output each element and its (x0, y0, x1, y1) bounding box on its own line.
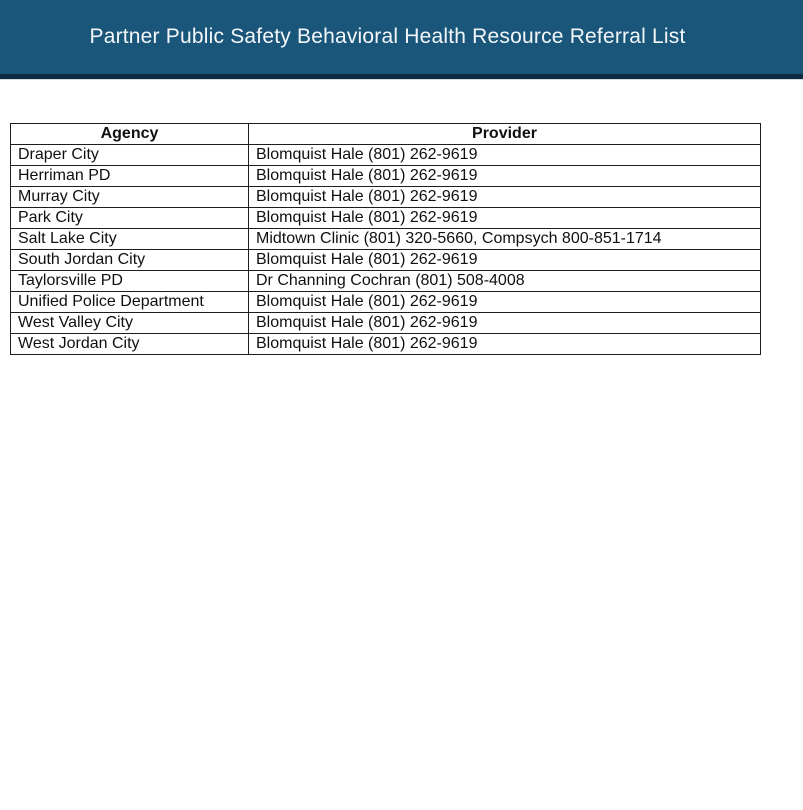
referral-table (10, 123, 761, 355)
agency-cell: Unified Police Department (11, 292, 249, 313)
table-row (11, 334, 761, 355)
table-header-row (11, 124, 761, 145)
table-row (11, 166, 761, 187)
column-header-provider: Provider (249, 124, 761, 145)
column-header-agency: Agency (11, 124, 249, 145)
provider-cell: Blomquist Hale (801) 262-9619 (249, 313, 761, 334)
provider-cell: Blomquist Hale (801) 262-9619 (249, 250, 761, 271)
provider-cell: Blomquist Hale (801) 262-9619 (249, 208, 761, 229)
agency-cell: Draper City (11, 145, 249, 166)
provider-cell: Dr Channing Cochran (801) 508-4008 (249, 271, 761, 292)
agency-cell: Salt Lake City (11, 229, 249, 250)
provider-cell: Blomquist Hale (801) 262-9619 (249, 292, 761, 313)
page-title: Partner Public Safety Behavioral Health Resource Referral List (89, 25, 686, 48)
agency-cell: Taylorsville PD (11, 271, 249, 292)
agency-cell: Herriman PD (11, 166, 249, 187)
table-row (11, 250, 761, 271)
table-row (11, 187, 761, 208)
provider-cell: Blomquist Hale (801) 262-9619 (249, 187, 761, 208)
agency-cell: South Jordan City (11, 250, 249, 271)
table-row (11, 229, 761, 250)
provider-cell: Blomquist Hale (801) 262-9619 (249, 166, 761, 187)
header-banner (0, 0, 803, 79)
table-row (11, 292, 761, 313)
table-row (11, 145, 761, 166)
table-row (11, 313, 761, 334)
provider-cell: Midtown Clinic (801) 320-5660, Compsych 800-851-1714 (249, 229, 761, 250)
agency-cell: West Jordan City (11, 334, 249, 355)
provider-cell: Blomquist Hale (801) 262-9619 (249, 145, 761, 166)
agency-cell: Park City (11, 208, 249, 229)
provider-cell: Blomquist Hale (801) 262-9619 (249, 334, 761, 355)
table-row (11, 208, 761, 229)
table-row (11, 271, 761, 292)
agency-cell: Murray City (11, 187, 249, 208)
agency-cell: West Valley City (11, 313, 249, 334)
